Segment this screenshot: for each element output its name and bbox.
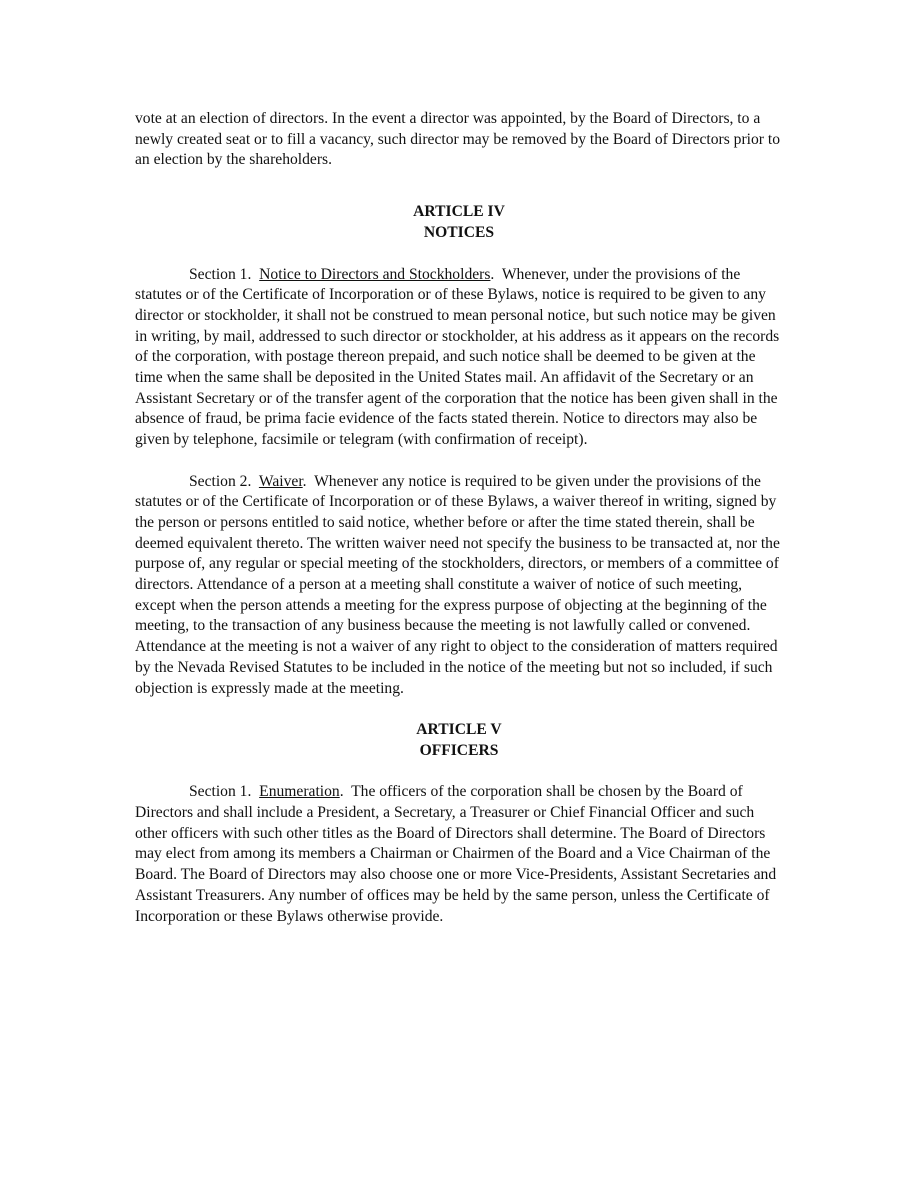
section-heading: Waiver <box>258 472 303 490</box>
section-body: Whenever any notice is required to be given under the provisions of the statutes or of the Certificate of Incorporation or of these Bylaws, a waiver thereof in writing, signed by the person or persons entitled to said notice, whether before or after the time stated therein, shall be deemed equivalent thereto. The written waiver need not specify the business to be transacted at, nor the purpose of, any regular or special meeting of the stockholders, directors, or members of a committee of directors. Attendance of a person at a meeting shall constitute a waiver of notice of such meeting, except when the person attends a meeting for the express purpose of objecting at the beginning of the meeting, to the transaction of any business because the meeting is not lawfully called or convened. Attendance at the meeting is not a waiver of any right to object to the consideration of matters required by the Nevada Revised Statutes to be included in the notice of the meeting but not so included, if such objection is expressly made at the meeting. <box>135 472 780 697</box>
article-v-heading <box>135 720 783 761</box>
section-heading-suffix: . <box>490 265 495 283</box>
section-label: Section 1. <box>189 265 252 283</box>
section-heading-suffix: . <box>302 472 307 490</box>
opening-paragraph: vote at an election of directors. In the event a director was appointed, by the Board of Directors, to a newly created seat or to fill a vacancy, such director may be removed by the Board of Directors prior to an election by the shareholders. <box>135 110 781 169</box>
article-iv-section-2 <box>135 472 783 700</box>
document-page <box>135 109 783 948</box>
section-heading: Enumeration <box>259 783 340 801</box>
article-iv-section-1 <box>135 265 783 451</box>
article-iv-number: ARTICLE IV <box>413 203 505 221</box>
article-iv-heading <box>135 202 783 243</box>
article-v-section-1 <box>135 782 783 927</box>
section-body: The officers of the corporation shall be chosen by the Board of Directors and shall include a President, a Secretary, a Treasurer or Chief Financial Officer and such other officers with such other titles as the Board of Directors shall determine. The Board of Directors may elect from among its members a Chairman or Chairmen of the Board and a Vice Chairman of the Board. The Board of Directors may also choose one or more Vice-Presidents, Assistant Secretaries and Assistant Treasurers. Any number of offices may be held by the same person, unless the Certificate of Incorporation or these Bylaws otherwise provide. <box>135 783 777 925</box>
article-iv-title: NOTICES <box>423 223 495 241</box>
section-label: Section 1. <box>189 783 252 801</box>
section-heading-suffix: . <box>339 783 344 801</box>
section-heading: Notice to Directors and Stockholders <box>259 265 491 283</box>
section-label: Section 2. <box>189 472 252 490</box>
article-v-number: ARTICLE V <box>416 720 502 738</box>
section-body: Whenever, under the provisions of the statutes or of the Certificate of Incorporation or of these Bylaws, notice is required to be given to any director or stockholder, it shall not be construed to mean personal notice, but such notice may be given in writing, by mail, addressed to such director or stockholder, at his address as it appears on the records of the corporation, with postage thereon prepaid, and such notice shall be deemed to be given at the time when the same shall be deposited in the United States mail. An affidavit of the Secretary or an Assistant Secretary or of the transfer agent of the corporation that the notice has been given shall in the absence of fraud, be prima facie evidence of the facts stated therein. Notice to directors may also be given by telephone, facsimile or telegram (with confirmation of receipt). <box>135 265 780 449</box>
article-v-title: OFFICERS <box>419 741 499 759</box>
